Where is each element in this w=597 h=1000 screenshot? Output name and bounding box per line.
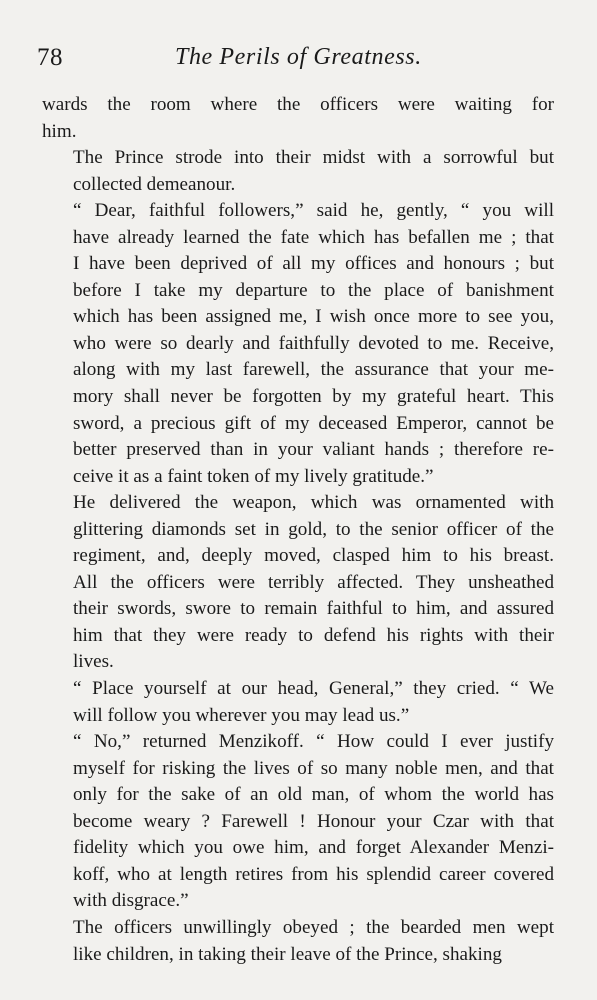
- text-line: All the officers were terribly affected. They unsheathed: [73, 571, 554, 593]
- text-line: The Prince strode into their midst with a sorrowful but: [73, 147, 554, 169]
- text-line: sword, a precious gift of my deceased Emperor, cannot be: [73, 412, 554, 434]
- body-text: [42, 92, 554, 968]
- text-line: their swords, swore to remain faithful to him, and assured: [73, 598, 554, 620]
- text-line: him that they were ready to defend his rights with their: [73, 624, 554, 646]
- text-line: like children, in taking their leave of the Prince, shaking: [73, 943, 502, 965]
- text-line: glittering diamonds set in gold, to the senior officer of the: [73, 518, 554, 540]
- running-header: [37, 44, 437, 76]
- text-line: who were so dearly and faithfully devoted to me. Receive,: [73, 332, 554, 354]
- text-line: “ Dear, faithful followers,” said he, gently, “ you will: [73, 200, 554, 222]
- text-line: ceive it as a faint token of my lively gratitude.”: [73, 465, 434, 487]
- text-line: better preserved than in your valiant hands ; therefore re-: [73, 439, 554, 461]
- text-line: which has been assigned me, I wish once more to see you,: [73, 306, 554, 328]
- text-line: myself for risking the lives of so many noble men, and that: [73, 757, 554, 779]
- text-line: him.: [42, 120, 77, 142]
- text-line: collected demeanour.: [73, 173, 236, 195]
- paragraph: [42, 729, 554, 915]
- running-title: The Perils of Greatness.: [175, 44, 422, 70]
- text-line: “ Place yourself at our head, General,” they cried. “ We: [73, 678, 554, 700]
- text-line: “ No,” returned Menzikoff. “ How could I ever justify: [73, 731, 554, 753]
- text-line: regiment, and, deeply moved, clasped him to his breast.: [73, 545, 554, 567]
- text-line: will follow you wherever you may lead us.”: [73, 704, 410, 726]
- paragraph: [42, 198, 554, 490]
- text-line: fidelity which you owe him, and forget Alexander Menzi-: [73, 837, 554, 859]
- text-line: lives.: [73, 651, 114, 673]
- text-line: mory shall never be forgotten by my grateful heart. This: [73, 386, 554, 408]
- page-number: 78: [37, 44, 63, 71]
- text-line: The officers unwillingly obeyed ; the bearded men wept: [73, 916, 554, 938]
- paragraph: [42, 915, 554, 968]
- text-line: have already learned the fate which has befallen me ; that: [73, 226, 554, 248]
- text-line: before I take my departure to the place of banishment: [73, 279, 554, 301]
- text-line: only for the sake of an old man, of whom the world has: [73, 784, 554, 806]
- text-line: become weary ? Farewell ! Honour your Czar with that: [73, 810, 554, 832]
- paragraph: [42, 145, 554, 198]
- text-line: with disgrace.”: [73, 890, 189, 912]
- text-line: wards the room where the officers were waiting for: [42, 94, 554, 115]
- paragraph: [42, 676, 554, 729]
- text-line: koff, who at length retires from his splendid career covered: [73, 863, 554, 885]
- text-line: along with my last farewell, the assurance that your me-: [73, 359, 554, 381]
- paragraph: [42, 92, 554, 145]
- paragraph: [42, 490, 554, 676]
- text-line: He delivered the weapon, which was ornamented with: [73, 492, 554, 514]
- text-line: I have been deprived of all my offices and honours ; but: [73, 253, 554, 275]
